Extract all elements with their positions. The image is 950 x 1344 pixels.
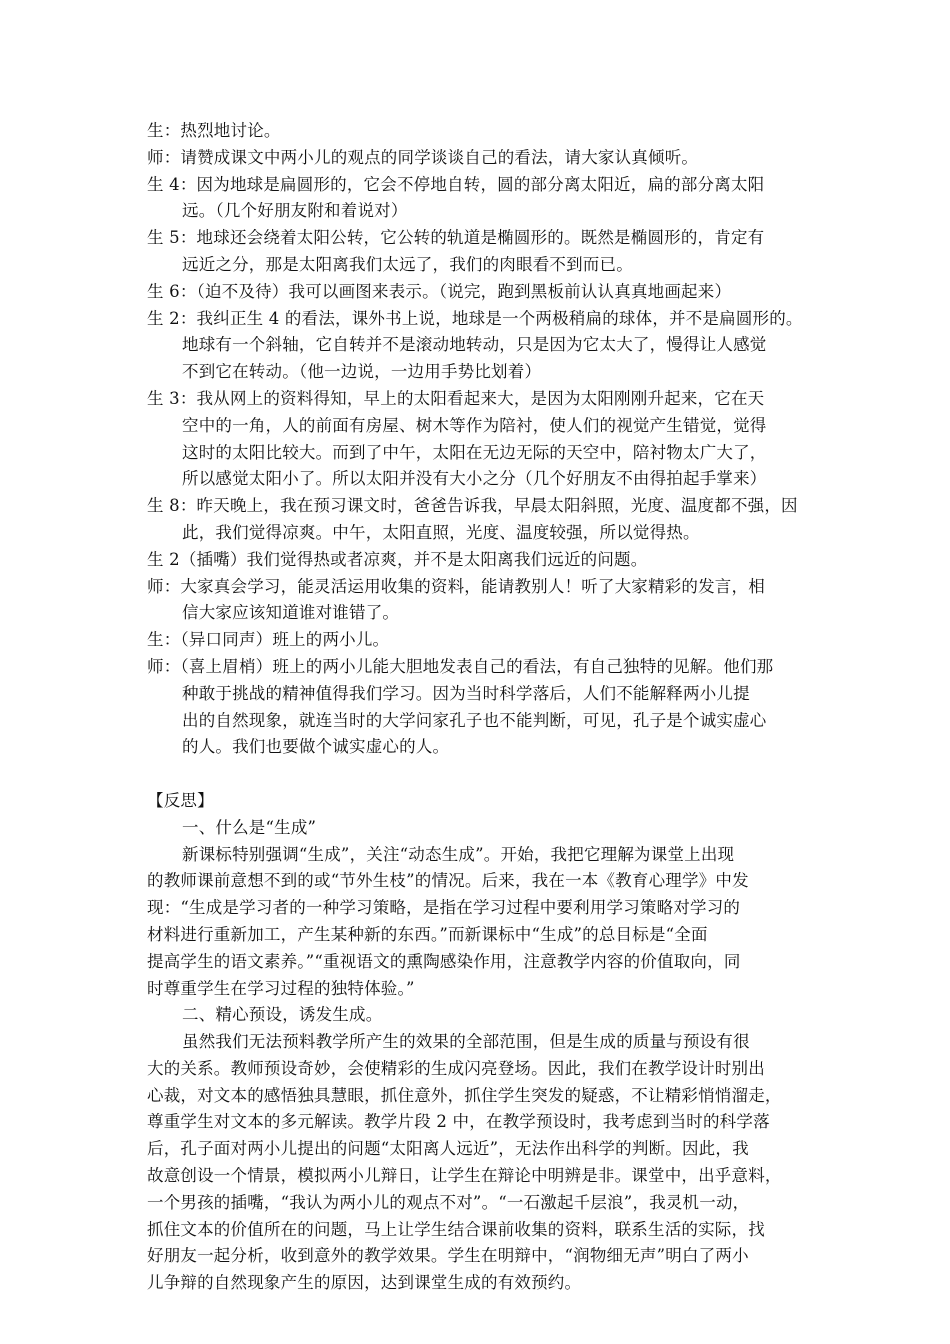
dialogue-line: 生 2（插嘴）我们觉得热或者凉爽，并不是太阳离我们远近的问题。 bbox=[147, 549, 648, 569]
dialogue-line: 生：热烈地讨论。 bbox=[147, 121, 281, 140]
paragraph bbox=[147, 1029, 847, 1297]
dialogue-entry bbox=[147, 118, 847, 145]
paragraph-line: 的教师课前意想不到的或“节外生枝”的情况。后来，我在一本《教育心理学》中发 bbox=[147, 871, 749, 891]
dialogue-line: 信大家应该知道谁对谁错了。 bbox=[182, 603, 400, 623]
dialogue-entry bbox=[147, 306, 847, 386]
paragraph-line: 一个男孩的插嘴，“我认为两小儿的观点不对”。“一石激起千层浪”，我灵机一动， bbox=[147, 1192, 750, 1212]
dialogue-entry bbox=[147, 654, 847, 761]
dialogue-line: 远。（几个好朋友附和着说对） bbox=[182, 201, 408, 221]
dialogue-line: 空中的一角，人的前面有房屋、树木等作为陪衬，使人们的视觉产生错觉，觉得 bbox=[182, 415, 767, 435]
dialogue-line: 生 5：地球还会绕着太阳公转，它公转的轨道是椭圆形的。既然是椭圆形的，肯定有 bbox=[147, 228, 765, 248]
paragraph bbox=[147, 842, 847, 1003]
dialogue-line: 地球有一个斜轴，它自转并不是滚动地转动，只是因为它太大了，慢得让人感觉 bbox=[182, 335, 767, 355]
paragraph-line: 现：“生成是学习者的一种学习策略，是指在学习过程中要利用学习策略对学习的 bbox=[147, 898, 741, 918]
dialogue-entry bbox=[147, 574, 847, 628]
dialogue-line: 生 3：我从网上的资料得知，早上的太阳看起来大，是因为太阳刚刚升起来，它在天 bbox=[147, 388, 765, 408]
dialogue-line: 种敢于挑战的精神值得我们学习。因为当时科学落后，人们不能解释两小儿提 bbox=[182, 683, 750, 703]
dialogue-entry bbox=[147, 172, 847, 226]
paragraph-line: 材料进行重新加工，产生某种新的东西。”而新课标中“生成”的总目标是“全面 bbox=[147, 924, 708, 944]
section-heading: 一、什么是“生成” bbox=[182, 817, 317, 837]
dialogue-section bbox=[147, 118, 847, 761]
paragraph-line: 故意创设一个情景，模拟两小儿辩日，让学生在辩论中明辨是非。课堂中，出乎意料， bbox=[147, 1166, 782, 1186]
dialogue-line: 师：请赞成课文中两小儿的观点的同学谈谈自己的看法，请大家认真倾听。 bbox=[147, 147, 699, 167]
paragraph-line: 提高学生的语文素养。”“重视语文的熏陶感染作用，注意教学内容的价值取向，同 bbox=[147, 951, 741, 971]
dialogue-line: 师：（喜上眉梢）班上的两小儿能大胆地发表自己的看法，有自己独特的见解。他们那 bbox=[147, 656, 774, 676]
dialogue-line: 不到它在转动。（他一边说，一边用手势比划着） bbox=[182, 362, 542, 382]
reflection-section bbox=[147, 788, 847, 1297]
dialogue-line: 这时的太阳比较大。而到了中午，太阳在无边无际的天空中，陪衬物太广大了， bbox=[182, 442, 767, 462]
dialogue-entry bbox=[147, 225, 847, 279]
paragraph-line: 抓住文本的价值所在的问题，马上让学生结合课前收集的资料，联系生活的实际，找 bbox=[147, 1219, 765, 1239]
paragraph-line: 心裁，对文本的感悟独具慧眼，抓住意外，抓住学生突发的疑惑，不让精彩悄悄溜走， bbox=[147, 1085, 782, 1105]
dialogue-entry bbox=[147, 386, 847, 493]
dialogue-line: 生：（异口同声）班上的两小儿。 bbox=[147, 630, 390, 650]
dialogue-line: 生 6：（迫不及待）我可以画图来表示。（说完，跑到黑板前认认真真地画起来） bbox=[147, 281, 732, 301]
paragraph-line: 儿争辩的自然现象产生的原因，达到课堂生成的有效预约。 bbox=[147, 1273, 582, 1293]
paragraph-line: 时尊重学生在学习过程的独特体验。” bbox=[147, 978, 415, 998]
dialogue-line: 师：大家真会学习，能灵活运用收集的资料，能请教别人！听了大家精彩的发言，相 bbox=[147, 576, 765, 596]
dialogue-entry bbox=[147, 279, 847, 306]
paragraph-line: 尊重学生对文本的多元解读。教学片段 2 中，在教学预设时，我考虑到当时的科学落 bbox=[147, 1112, 770, 1132]
dialogue-line: 远近之分，那是太阳离我们太远了，我们的肉眼看不到而已。 bbox=[182, 254, 633, 274]
reflection-title: 【反思】 bbox=[147, 790, 214, 810]
dialogue-line: 所以感觉太阳小了。所以太阳并没有大小之分（几个好朋友不由得拍起手掌来） bbox=[182, 469, 767, 489]
paragraph-line: 大的关系。教师预设奇妙，会使精彩的生成闪亮登场。因此，我们在教学设计时别出 bbox=[147, 1058, 765, 1078]
dialogue-entry bbox=[147, 145, 847, 172]
dialogue-line: 此，我们觉得凉爽。中午，太阳直照，光度、温度较强，所以觉得热。 bbox=[182, 522, 700, 542]
paragraph-line: 好朋友一起分析，收到意外的教学效果。学生在明辩中，“润物细无声”明白了两小 bbox=[147, 1246, 749, 1266]
paragraph-line: 虽然我们无法预料教学所产生的效果的全部范围，但是生成的质量与预设有很 bbox=[182, 1032, 750, 1052]
dialogue-line: 出的自然现象，就连当时的大学问家孔子也不能判断，可见，孔子是个诚实虚心 bbox=[182, 710, 767, 730]
dialogue-entry bbox=[147, 627, 847, 654]
dialogue-line: 生 4：因为地球是扁圆形的，它会不停地自转，圆的部分离太阳近，扁的部分离太阳 bbox=[147, 174, 765, 194]
paragraph-line: 后，孔子面对两小儿提出的问题“太阳离人远近”，无法作出科学的判断。因此，我 bbox=[147, 1139, 749, 1159]
dialogue-line: 生 8：昨天晚上，我在预习课文时，爸爸告诉我，早晨太阳斜照，光度、温度都不强，因 bbox=[147, 496, 798, 516]
dialogue-entry bbox=[147, 547, 847, 574]
section-heading: 二、精心预设，诱发生成。 bbox=[182, 1005, 383, 1025]
document-page bbox=[147, 118, 847, 1297]
paragraph-line: 新课标特别强调“生成”，关注“动态生成”。开始，我把它理解为课堂上出现 bbox=[182, 844, 735, 864]
dialogue-line: 的人。我们也要做个诚实虚心的人。 bbox=[182, 737, 450, 757]
dialogue-entry bbox=[147, 493, 847, 547]
spacer bbox=[147, 761, 847, 788]
dialogue-line: 生 2：我纠正生 4 的看法，课外书上说，地球是一个两极稍扁的球体，并不是扁圆形的。 bbox=[147, 308, 803, 328]
